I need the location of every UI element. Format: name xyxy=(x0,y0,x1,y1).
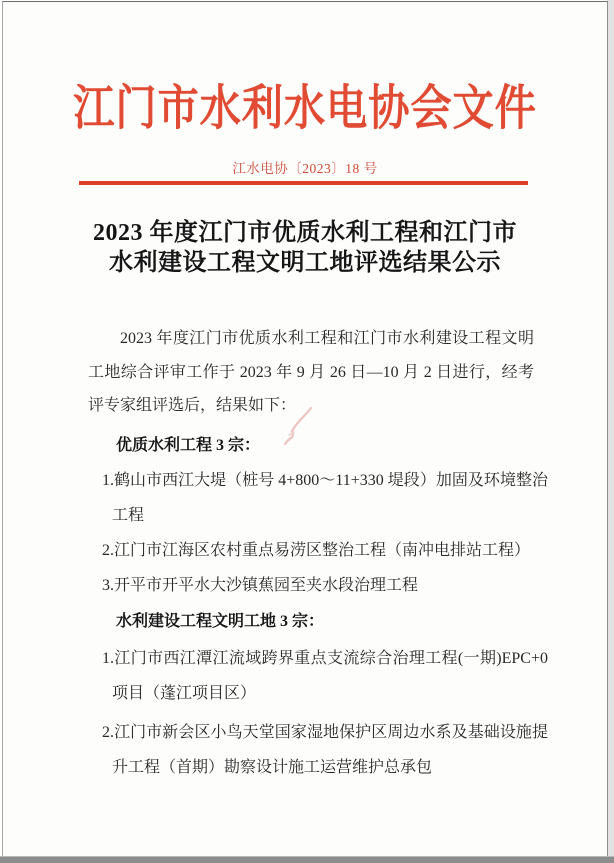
section-civilized-sites-heading: 水利建设工程文明工地 3 宗： xyxy=(116,613,325,630)
document-title-line-2: 水利建设工程文明工地评选结果公示 xyxy=(109,250,501,276)
quality-project-item-2: 2.江门市江海区农村重点易涝区整治工程（南冲电排站工程） xyxy=(102,542,531,559)
scan-edge-right xyxy=(607,0,614,863)
scan-edge-bottom xyxy=(0,856,614,863)
civilized-site-item-1: 1.江门市西江潭江流域跨界重点支流综合治理工程(一期)EPC+0 项目（蓬江项目区） xyxy=(102,650,548,702)
quality-project-item-3: 3.开平市开平水大沙镇蕉园至夹水段治理工程 xyxy=(102,577,419,594)
intro-paragraph: 2023 年度江门市优质水利工程和江门市水利建设工程文明工地综合评审工作于 2023 年 9 月 26 日—10 月 2 日进行，经考评专家组评选后，结果如下： xyxy=(88,330,534,414)
document-number: 江水电协〔2023〕18 号 xyxy=(232,161,378,176)
document-title xyxy=(3,218,607,278)
red-divider-rule xyxy=(79,181,528,185)
scanned-page xyxy=(2,1,608,857)
section-quality-projects-heading: 优质水利工程 3 宗： xyxy=(116,437,261,454)
quality-project-item-1: 1.鹤山市西江大堤（桩号 4+800～11+330 堤段）加固及环境整治工程 xyxy=(102,472,548,524)
letterhead-title: 江门市水利水电协会文件 xyxy=(73,82,537,135)
document-title-line-1: 2023 年度江门市优质水利工程和江门市 xyxy=(93,220,517,246)
civilized-site-item-2: 2.江门市新会区小鸟天堂国家湿地保护区周边水系及基础设施提升工程（首期）勘察设计施工运营维护总承包 xyxy=(102,724,548,776)
